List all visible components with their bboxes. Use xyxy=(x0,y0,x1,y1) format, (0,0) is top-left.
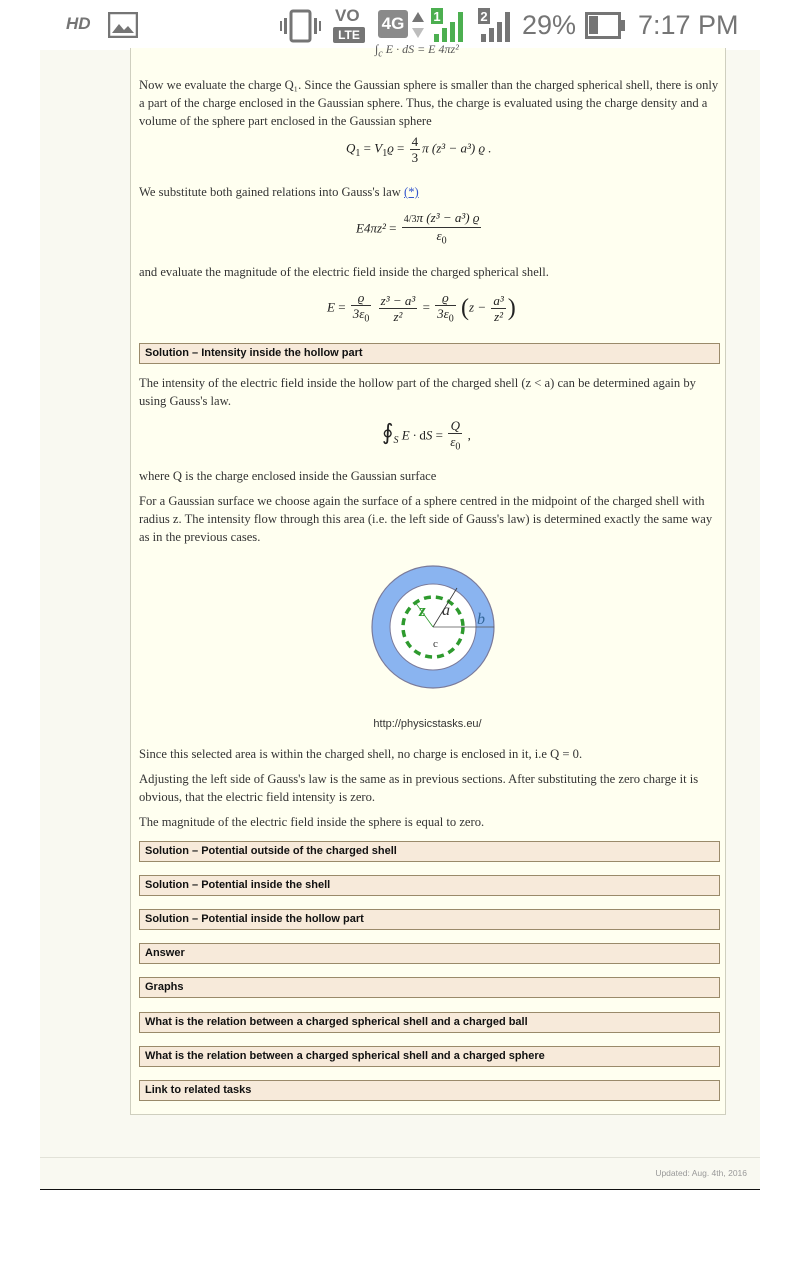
battery-percentage: 29% xyxy=(522,10,577,40)
substitute-text: We substitute both gained relations into Gauss's law xyxy=(139,185,401,199)
charge-paragraph: Now we evaluate the charge Q₁. Since the Gaussian sphere is smaller than the charged spherical shell, there is only a part of the charge enclosed in the Gaussian sphere. Thus, the charge is evaluated using the charge density and a volume of the sphere part enclosed in the Gaussian sphere xyxy=(139,78,719,128)
label-a: a xyxy=(442,602,450,619)
hd-indicator: HD xyxy=(66,14,91,33)
integral-remnant: $\int_c$ E · dS = E 4πz² xyxy=(375,42,459,60)
field-equation: E = $\frac{ϱ}{3\varepsilon_0}$ $\frac{\text{z³ − a³}}{\text{z²}}$ = $\frac{ϱ}{3\varepsilon_0}$ (z − $\frac{\text{a³}}{\text{z²}}$ ) xyxy=(327,290,516,325)
volte-icon: VO LTE xyxy=(333,6,367,44)
adjusting-paragraph: Adjusting the left side of Gauss's law is the same as in previous sections. After substituting the zero charge it is obvious, that the electric field intensity is zero. xyxy=(139,772,699,804)
label-b: b xyxy=(477,611,485,628)
section-relation-sphere[interactable]: What is the relation between a charged spherical shell and a charged sphere xyxy=(139,1046,720,1067)
web-page[interactable] xyxy=(40,42,760,1190)
gauss-law-equation: $∮_S$ E · dS = $\frac{Q}{\varepsilon_0}$ , xyxy=(382,418,471,453)
section-potential-inside-shell[interactable]: Solution – Potential inside the shell xyxy=(139,875,720,896)
section-related-tasks[interactable]: Link to related tasks xyxy=(139,1080,720,1101)
clock: 7:17 PM xyxy=(638,10,739,40)
where-q-paragraph: where Q is the charge enclosed inside the Gaussian surface xyxy=(139,469,437,483)
gauss-substitution-equation: E4πz² = $\frac{\text{4/3π (z³ − a³) ϱ}}{\varepsilon_0}$ xyxy=(356,210,480,247)
battery-icon xyxy=(585,12,627,45)
section-intensity-hollow[interactable]: Solution – Intensity inside the hollow part xyxy=(139,343,720,364)
footer-divider xyxy=(40,1157,760,1158)
charged-shell-diagram xyxy=(370,564,496,695)
label-z: z xyxy=(419,601,426,620)
charge-equation: $Q_1 = V_1ϱ$ = $\frac{4}{3}$ π (z³ − a³) ϱ . xyxy=(346,134,492,165)
magnitude-paragraph: The magnitude of the electric field inside the sphere is equal to zero. xyxy=(139,815,485,829)
no-charge-paragraph: Since this selected area is within the charged shell, no charge is enclosed in it, i.e Q = 0. xyxy=(139,747,583,761)
section-answer[interactable]: Answer xyxy=(139,943,720,964)
figure-caption: http://physicstasks.eu/ xyxy=(373,718,482,730)
evaluate-paragraph: and evaluate the magnitude of the electric field inside the charged spherical shell. xyxy=(139,265,549,279)
section-potential-hollow[interactable]: Solution – Potential inside the hollow part xyxy=(139,909,720,930)
image-notification-icon xyxy=(108,12,138,43)
hollow-intro-paragraph: The intensity of the electric field inside the hollow part of the charged shell (z < a) can be determined again by using Gauss's law. xyxy=(139,376,696,408)
sim1-label: 1 xyxy=(433,9,441,24)
gaussian-surface-paragraph: For a Gaussian surface we choose again the surface of a sphere centred in the midpoint of the charged shell with radius z. The intensity flow through this area (i.e. the left side of Gauss's law) is determined exactly the same way as in the previous cases. xyxy=(139,494,713,544)
substitute-paragraph xyxy=(139,183,719,201)
sim2-label: 2 xyxy=(480,9,488,24)
data-activity-icon xyxy=(410,10,426,45)
sim2-signal-icon xyxy=(477,6,517,49)
label-c: c xyxy=(433,638,438,650)
section-graphs[interactable]: Graphs xyxy=(139,977,720,998)
page-bottom-border xyxy=(40,1189,760,1190)
network-type-badge: 4G xyxy=(378,10,408,38)
updated-date: Updated: Aug. 4th, 2016 xyxy=(655,1168,747,1178)
vibrate-icon xyxy=(280,9,322,48)
section-relation-ball[interactable]: What is the relation between a charged spherical shell and a charged ball xyxy=(139,1012,720,1033)
section-potential-outside[interactable]: Solution – Potential outside of the charged shell xyxy=(139,841,720,862)
gauss-law-reference-link[interactable]: (*) xyxy=(404,185,419,199)
